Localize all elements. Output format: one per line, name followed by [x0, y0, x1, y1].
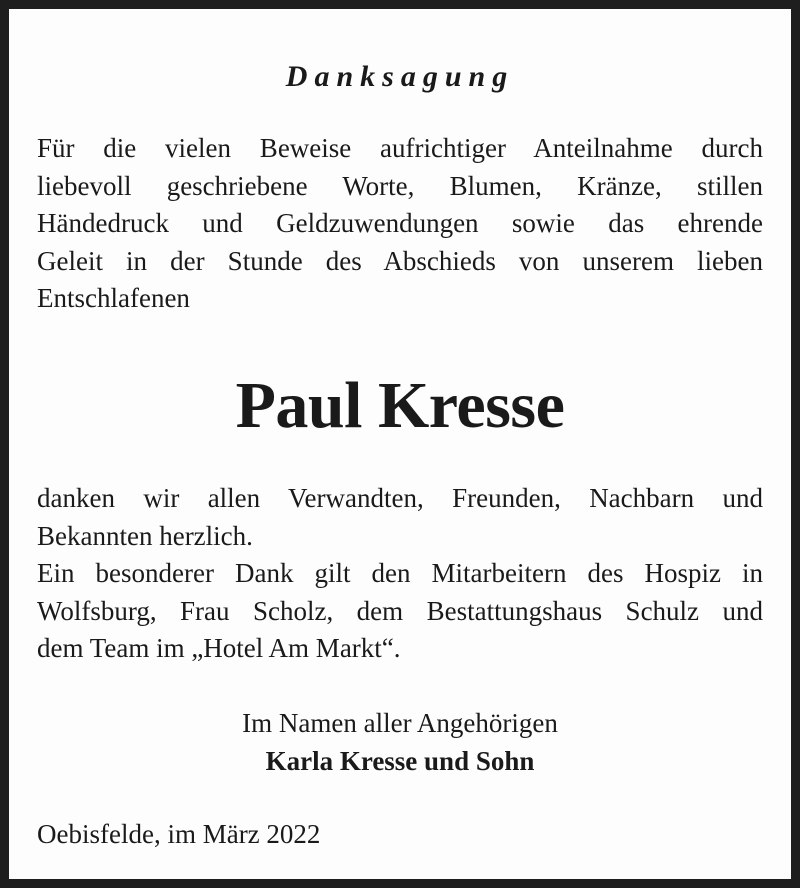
intro-line-2: liebevoll geschriebene Worte, Blumen, Kränze, stillen — [37, 170, 763, 201]
thanks-line-2: Bekannten herzlich. — [37, 520, 253, 551]
on-behalf-text: Im Namen aller Angehörigen — [242, 708, 558, 738]
intro-paragraph — [37, 130, 763, 318]
thanks-line-4: Wolfsburg, Frau Scholz, dem Bestattungshaus Schulz und — [37, 595, 763, 626]
intro-line-5: Entschlafenen — [37, 283, 190, 313]
deceased-name: Paul Kresse — [235, 369, 565, 442]
place-date: Oebisfelde, im März 2022 — [37, 819, 321, 849]
notice-heading: Danksagung — [285, 60, 515, 93]
thanks-line-5: dem Team im „Hotel Am Markt“. — [37, 633, 401, 663]
closing-block — [9, 705, 791, 780]
signer-name: Karla Kresse und Sohn — [265, 745, 535, 776]
thanks-line-1: danken wir allen Verwandten, Freunden, Nachbarn und — [37, 483, 763, 513]
intro-line-3: Händedruck und Geldzuwendungen sowie das ehrende — [37, 208, 763, 238]
thanks-paragraph — [37, 480, 763, 668]
intro-line-1: Für die vielen Beweise aufrichtiger Anteilnahme durch — [37, 133, 763, 163]
intro-line-4: Geleit in der Stunde des Abschieds von unserem lieben — [37, 245, 763, 276]
thanks-line-3: Ein besonderer Dank gilt den Mitarbeitern des Hospiz in — [37, 558, 763, 588]
